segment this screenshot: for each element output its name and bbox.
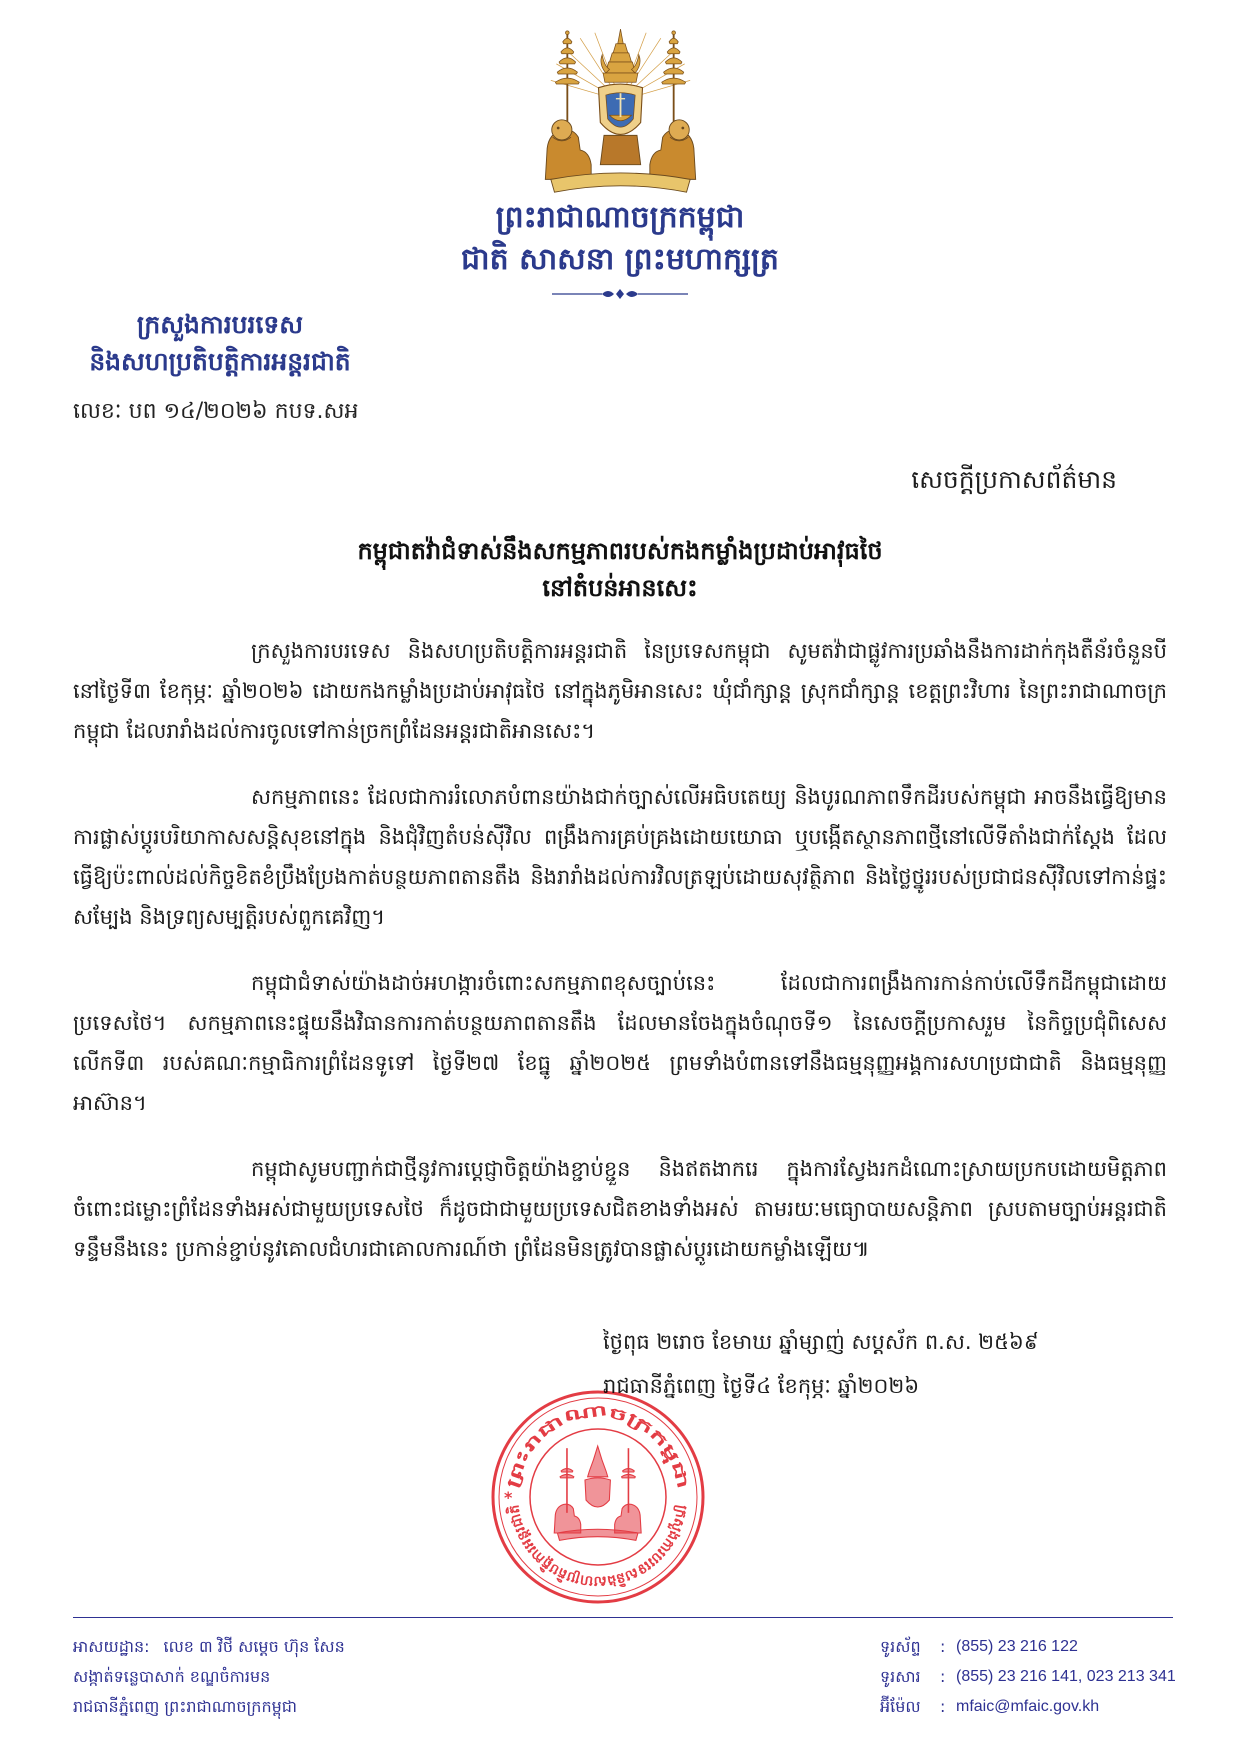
kingdom-name: ព្រះរាជាណាចក្រកម្ពុជា [495, 200, 745, 235]
footer-contact-phone [880, 1632, 1220, 1662]
footer-address-line: រាជធានីភ្នំពេញ ព្រះរាជាណាចក្រកម្ពុជា [73, 1697, 297, 1716]
footer-address [73, 1632, 633, 1722]
address-street: លេខ ៣ វិថី សម្តេច ហ៊ុន សែន [163, 1637, 345, 1656]
title-line-2: នៅតំបន់អានសេះ [542, 574, 698, 602]
title-line-1: កម្ពុជាតវ៉ាជំទាស់នឹងសកម្មភាពរបស់កងកម្លាំងប្រដាប់អាវុធថៃ [357, 537, 883, 565]
body-paragraph: កម្ពុជាសូមបញ្ជាក់ជាថ្មីនូវការប្តេជ្ញាចិត្តយ៉ាងខ្ជាប់ខ្ជួន និងឥតងាករេ ក្នុងការស្វែងរកដំណោះស្រាយប្រកបដោយមិត្តភាពចំពោះជម្លោះព្រំដែនទាំងអស់ជាមួយប្រទេសថៃ ក៏ដូចជាជាមួយប្រទេសជិតខាងទាំងអស់ តាមរយៈមធ្យោបាយសន្តិភាព ស្របតាមច្បាប់អន្តរជាតិ ទន្ទឹមនឹងនេះ ប្រកាន់ខ្ជាប់នូវគោលជំហរជាគោលការណ៍ថា ព្រំដែនមិនត្រូវបានផ្លាស់ប្តូរដោយកម្លាំងឡើយ៕ [73, 1157, 1167, 1261]
footer-divider [73, 1617, 1173, 1618]
official-seal-icon [488, 1387, 708, 1607]
contact-value: (855) 23 216 141, 023 213 341 [956, 1668, 1176, 1685]
ministry-name-line-2: និងសហប្រតិបត្តិការអន្តរជាតិ [89, 347, 351, 376]
emblem-banner [551, 173, 690, 192]
body-paragraph: សកម្មភាពនេះ ដែលជាការរំលោភបំពានយ៉ាងជាក់ច្បាស់លើអធិបតេយ្យ និងបូរណភាពទឹកដីរបស់កម្ពុជា អាចនឹងធ្វើឱ្យមានការផ្លាស់ប្តូរបរិយាកាសសន្តិសុខនៅក្នុង និងជុំវិញតំបន់ស៊ីវិល ពង្រឹងការគ្រប់គ្រងដោយយោធា ឬបង្កើតស្ថានភាពថ្មីនៅលើទីតាំងជាក់ស្តែង ដែលធ្វើឱ្យប៉ះពាល់ដល់កិច្ចខិតខំប្រឹងប្រែងកាត់បន្ថយភាពតានតឹង និងរារាំងដល់ការវិលត្រឡប់ដោយសុវត្ថិភាព និងថ្លៃថ្នូររបស់ប្រជាជនស៊ីវិលទៅកាន់ផ្ទះសម្បែង និងទ្រព្យសម្បត្តិរបស់ពួកគេវិញ។ [73, 785, 1167, 929]
address-label: អាសយដ្ឋាន: [73, 1637, 150, 1656]
left-lion-icon [545, 120, 591, 180]
body-paragraph: ក្រសួងការបរទេស និងសហប្រតិបត្តិការអន្តរជាតិ នៃប្រទេសកម្ពុជា សូមតវ៉ាជាផ្លូវការប្រឆាំងនឹងការដាក់កុងតឺន័រចំនួនបី នៅថ្ងៃទី៣ ខែកុម្ភៈ ឆ្នាំ២០២៦ ដោយកងកម្លាំងប្រដាប់អាវុធថៃ នៅក្នុងភូមិអានសេះ ឃុំជាំក្សាន្ត ស្រុកជាំក្សាន្ត ខេត្តព្រះវិហារ នៃព្រះរាជាណាចក្រកម្ពុជា ដែលរារាំងដល់ការចូលទៅកាន់ច្រកព្រំដែនអន្តរជាតិអានសេះ។ [73, 639, 1167, 743]
body-paragraph: កម្ពុជាជំទាស់យ៉ាងដាច់អហង្ការចំពោះសកម្មភាពខុសច្បាប់នេះ ដែលជាការពង្រឹងការកាន់កាប់លើទឹកដីកម្ពុជាដោយប្រទេសថៃ។ សកម្មភាពនេះផ្ទុយនឹងវិធានការកាត់បន្ថយភាពតានតឹង ដែលមានចែងក្នុងចំណុចទី១ នៃសេចក្តីប្រកាសរួម នៃកិច្ចប្រជុំពិសេសលើកទី៣ របស់គណៈកម្មាធិការព្រំដែនទូទៅ ថ្ងៃទី២៧ ខែធ្នូ ឆ្នាំ២០២៥ ព្រមទាំងបំពានទៅនឹងធម្មនុញ្ញអង្គការសហប្រជាជាតិ និងធម្មនុញ្ញអាស៊ាន។ [73, 971, 1167, 1115]
date-solar: រាជធានីភ្នំពេញ ថ្ងៃទី៤ ខែកុម្ភៈ ឆ្នាំ២០២៦ [603, 1374, 920, 1398]
contact-value: mfaic@mfaic.gov.kh [956, 1698, 1100, 1715]
contact-label: ទូរសារ [880, 1667, 921, 1686]
contact-separator: : [940, 1667, 946, 1686]
seal-text-top-path: ព្រះរាជាណាចក្រកម្ពុជា [502, 1403, 690, 1491]
document-type-label: សេចក្តីប្រកាសព័ត៌មាន [911, 465, 1117, 494]
seal-text-bottom-path: ក្រសួងការបរទេសនិងសហប្រតិបត្តិការអន្តរជាតិ [506, 1503, 690, 1590]
seal-star: * [504, 1488, 513, 1507]
footer-contact-email [880, 1692, 1220, 1722]
contact-label: អ៊ីម៉ែល [880, 1697, 921, 1716]
right-lion-icon [650, 120, 696, 180]
contact-label: ទូរស័ព្ទ [880, 1637, 921, 1656]
contact-separator: : [940, 1697, 946, 1716]
contact-value: (855) 23 216 122 [956, 1638, 1078, 1655]
ministry-name-line-1: ក្រសួងការបរទេស [136, 310, 304, 339]
date-lunar: ថ្ងៃពុធ ២រោច ខែមាឃ ឆ្នាំម្សាញ់ សប្តស័ក ព.ស. ២៥៦៩ [603, 1330, 1039, 1354]
shield-icon [599, 84, 643, 134]
footer-address-line [73, 1632, 633, 1662]
royal-crown-icon [601, 29, 640, 82]
press-release-title [73, 533, 1167, 607]
footer-address-line: សង្កាត់ទន្លេបាសាក់ ខណ្ឌចំការមន [73, 1667, 271, 1686]
reference-number: លេខៈ បព ១៤/២០២៦ កបទ.សអ [73, 399, 359, 424]
national-motto: ជាតិ សាសនា ព្រះមហាក្សត្រ [461, 242, 779, 277]
pedestal [600, 135, 640, 164]
ministry-name [40, 306, 400, 380]
seal-emblem-icon [554, 1446, 641, 1540]
decorative-divider-icon [552, 286, 688, 302]
footer-contacts [880, 1632, 1220, 1722]
footer-contact-fax [880, 1662, 1220, 1692]
royal-coat-of-arms-icon [538, 26, 703, 198]
contact-separator: : [940, 1637, 946, 1656]
